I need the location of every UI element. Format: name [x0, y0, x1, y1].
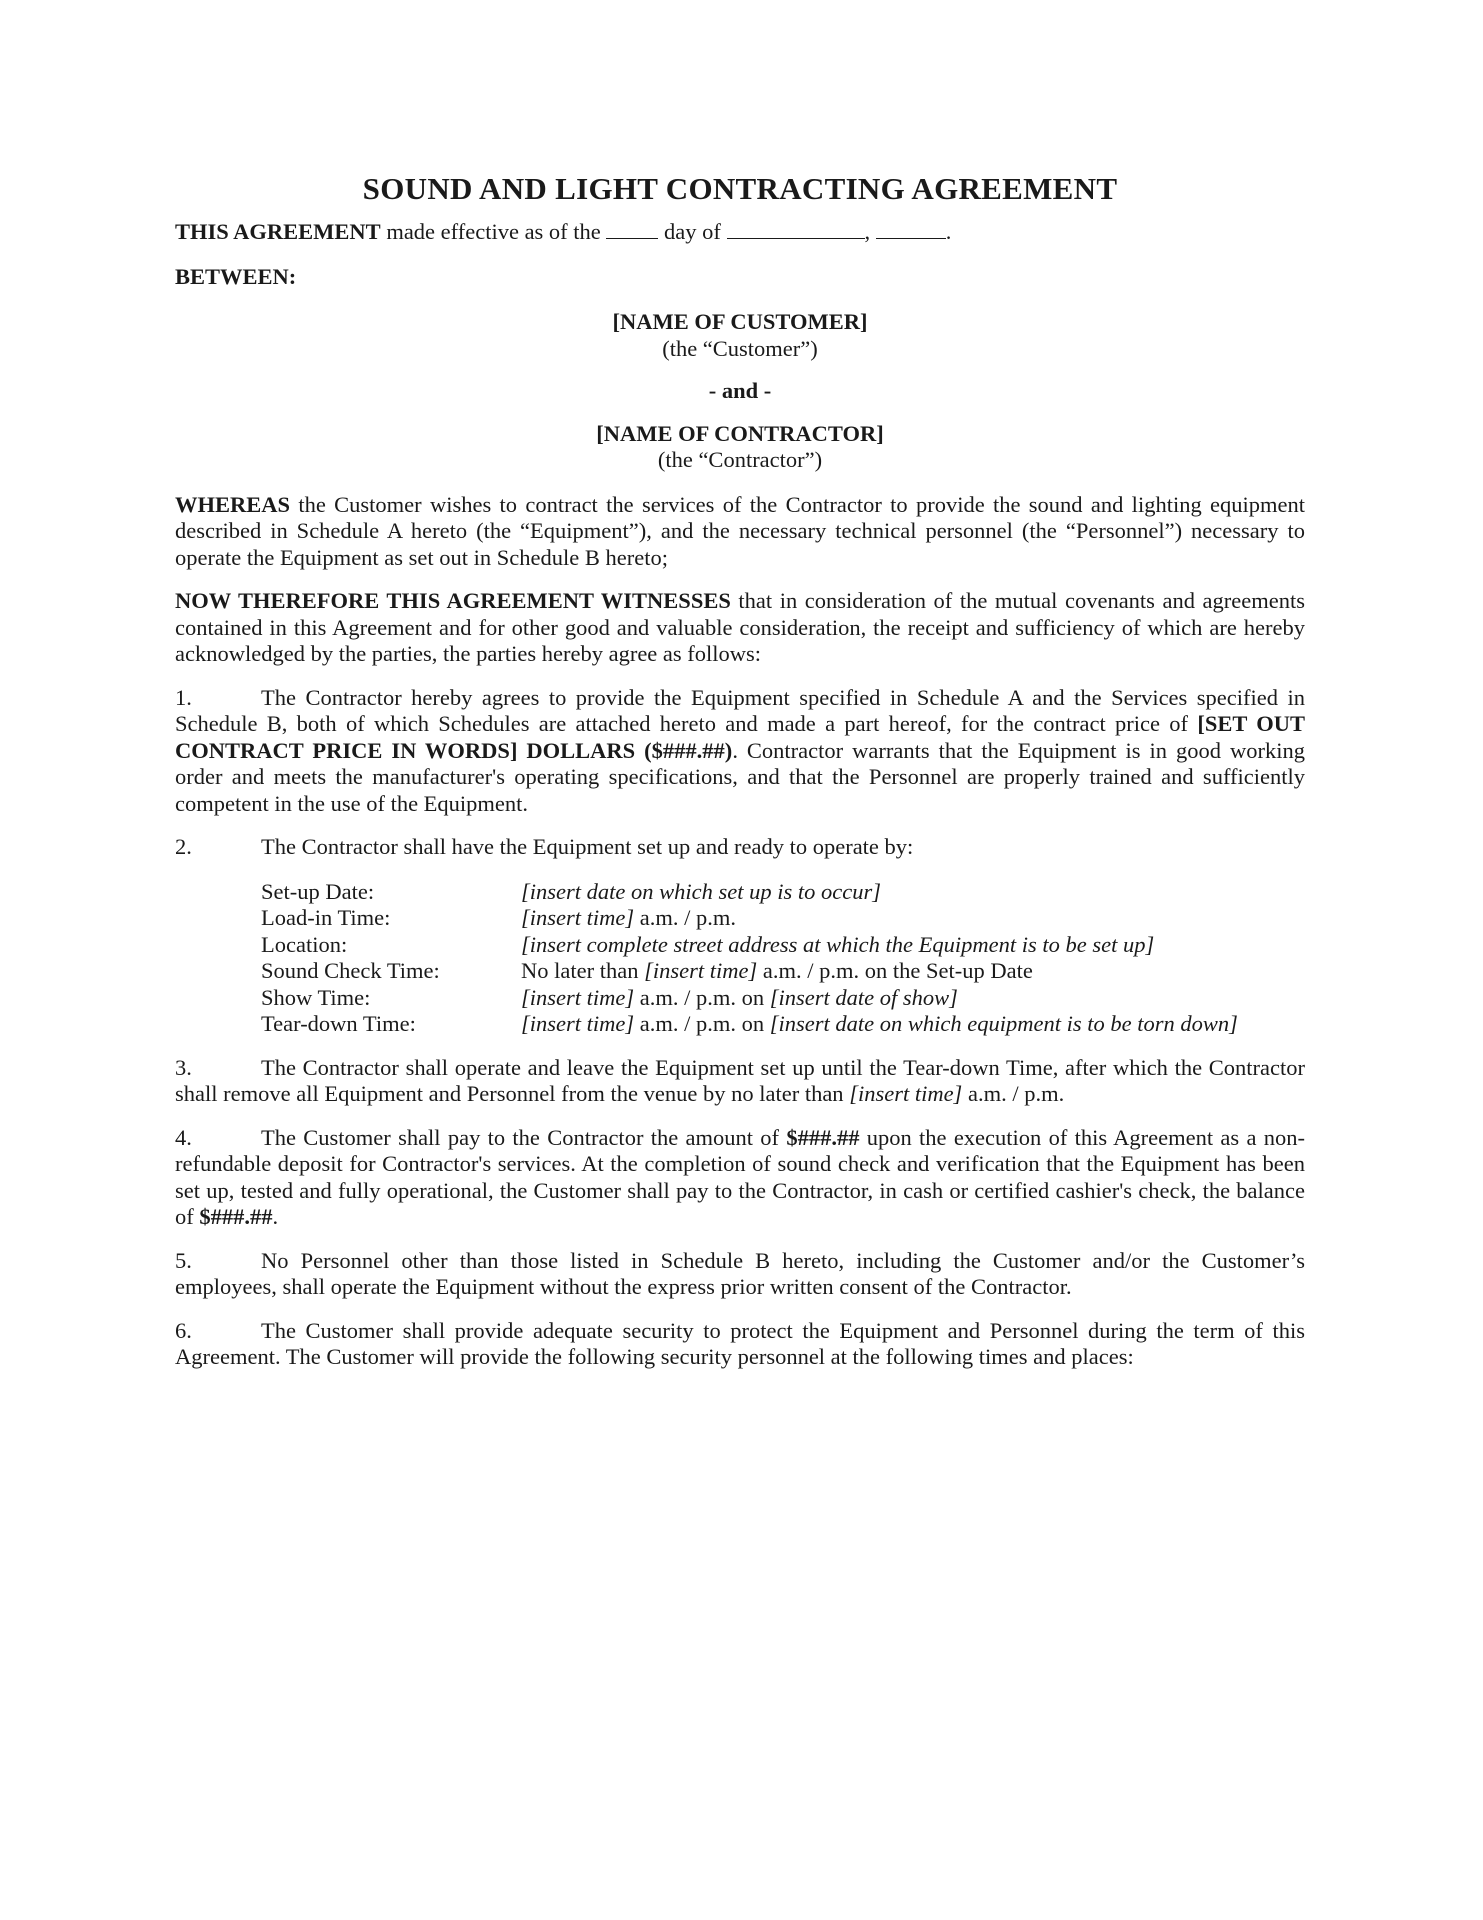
schedule-label: Load-in Time: [261, 905, 391, 930]
clause-3 [175, 1055, 1305, 1108]
schedule-value [521, 905, 1305, 932]
schedule-value [521, 958, 1305, 985]
schedule-label: Sound Check Time: [261, 958, 440, 983]
schedule-label: Location: [261, 931, 348, 957]
schedule-label: Set-up Date: [261, 878, 375, 904]
placeholder-text: [insert time] [521, 984, 635, 1010]
contractor-name: [NAME OF CONTRACTOR] [596, 420, 884, 446]
clause-4-text-c: . [272, 1204, 279, 1229]
clause-number: 4. [175, 1124, 192, 1150]
schedule-value [521, 1011, 1305, 1038]
and-separator: - and - [708, 378, 772, 403]
clause-number: 3. [175, 1054, 192, 1080]
clause-4-text-a: The Customer shall pay to the Contractor the amount of [261, 1124, 787, 1150]
intro-text-1: made effective as of the [380, 219, 607, 244]
schedule-row-setup-date [261, 879, 1305, 906]
schedule-row-load-in [261, 905, 1305, 932]
clause-number: 5. [175, 1247, 192, 1273]
whereas-recital [175, 492, 1305, 572]
now-therefore-lead: NOW THEREFORE THIS AGREEMENT WITNESSES [175, 588, 731, 613]
now-therefore-clause [175, 588, 1305, 668]
day-blank [606, 218, 658, 239]
between-label [175, 264, 1305, 291]
clause-1-text-b: . Contractor warrants that the Equipment is in good working order and meets the manufacturer's operating specifications, and that the Personnel are properly trained and sufficiently competent in the use of the Equipment. [175, 737, 1305, 816]
whereas-text: the Customer wishes to contract the services of the Contractor to provide the sound and lighting equipment described in Schedule A hereto (the “Equipment”), and the necessary technical personnel (the “Personnel”) necessary to operate the Equipment as set out in Schedule B hereto; [175, 491, 1305, 570]
now-therefore-text: that in consideration of the mutual covenants and agreements contained in this Agreement and for other good and valuable consideration, the receipt and sufficiency of which are hereby acknowledged by the parties, the parties hereby agree as follows: [175, 588, 1305, 666]
document-title: SOUND AND LIGHT CONTRACTING AGREEMENT [362, 171, 1118, 206]
value-text: No later than [521, 958, 645, 983]
placeholder-text: [insert date on which equipment is to be torn down] [769, 1011, 1238, 1036]
schedule-value [521, 932, 1305, 959]
schedule-label: Tear-down Time: [261, 1011, 416, 1036]
balance-amount: $###.## [199, 1204, 273, 1229]
schedule-label: Show Time: [261, 984, 371, 1010]
intro-text-3: , [864, 219, 876, 244]
customer-definition: (the “Customer”) [662, 335, 818, 361]
customer-party [175, 309, 1305, 362]
schedule-value [521, 985, 1305, 1012]
clause-number: 2. [175, 834, 192, 859]
placeholder-text: [insert time] [521, 1011, 635, 1036]
contractor-party [175, 421, 1305, 474]
placeholder-text: [insert time] [644, 958, 758, 983]
agreement-page [175, 170, 1305, 1371]
value-text: a.m. / p.m. [634, 905, 737, 930]
clause-1 [175, 685, 1305, 818]
clause-5 [175, 1248, 1305, 1301]
clause-2 [175, 834, 1305, 861]
schedule-row-sound-check [261, 958, 1305, 985]
setup-schedule-table [261, 879, 1305, 1038]
schedule-row-location [261, 932, 1305, 959]
intro-lead: THIS AGREEMENT [175, 219, 381, 244]
clause-4-text-b: upon the execution of this Agreement as a non-refundable deposit for Contractor's services. At the completion of sound check and verification that the Equipment has been set up, tested and fully operational, the Customer shall pay to the Contractor, in cash or certified cashier's check, the balance of [175, 1124, 1305, 1229]
clause-5-text: No Personnel other than those listed in Schedule B hereto, including the Customer and/or the Customer’s employees, shall operate the Equipment without the express prior written consent of the Contractor. [175, 1247, 1305, 1299]
placeholder-text: [insert date on which set up is to occur] [521, 878, 881, 904]
value-text: a.m. / p.m. on [634, 1011, 770, 1036]
placeholder-text: [insert time] [521, 905, 635, 930]
intro-text-2: day of [658, 219, 727, 244]
month-blank [727, 218, 865, 239]
clause-number: 1. [175, 684, 192, 710]
value-text: a.m. / p.m. on the Set-up Date [757, 958, 1033, 983]
placeholder-text: [insert date of show] [769, 984, 958, 1010]
clause-6 [175, 1318, 1305, 1371]
customer-name: [NAME OF CUSTOMER] [612, 309, 868, 334]
contract-price: [SET OUT CONTRACT PRICE IN WORDS] DOLLARS ($###.##) [175, 711, 1305, 763]
deposit-amount: $###.## [786, 1124, 860, 1150]
clause-2-text: The Contractor shall have the Equipment set up and ready to operate by: [261, 834, 914, 859]
effective-date-line [175, 218, 1305, 246]
intro-text-4: . [945, 219, 952, 244]
schedule-row-tear-down [261, 1011, 1305, 1038]
whereas-lead: WHEREAS [175, 491, 291, 517]
schedule-row-show-time [261, 985, 1305, 1012]
clause-3-text-b: a.m. / p.m. [962, 1081, 1065, 1106]
placeholder-text: [insert complete street address at which the Equipment is to be set up] [521, 931, 1155, 957]
clause-number: 6. [175, 1317, 192, 1343]
clause-6-text: The Customer shall provide adequate security to protect the Equipment and Personnel during the term of this Agreement. The Customer will provide the following security personnel at the following times and places: [175, 1317, 1305, 1369]
value-text: a.m. / p.m. on [634, 984, 770, 1010]
clause-3-text-a: The Contractor shall operate and leave the Equipment set up until the Tear-down Time, after which the Contractor shall remove all Equipment and Personnel from the venue by no later than [175, 1054, 1305, 1106]
clause-1-text-a: The Contractor hereby agrees to provide the Equipment specified in Schedule A and the Services specified in Schedule B, both of which Schedules are attached hereto and made a part hereof, for the contract price of [175, 684, 1305, 736]
year-blank [876, 218, 946, 239]
between-text: BETWEEN: [175, 263, 297, 289]
schedule-value [521, 879, 1305, 906]
clause-4 [175, 1125, 1305, 1231]
placeholder-text: [insert time] [849, 1081, 963, 1106]
contractor-definition: (the “Contractor”) [657, 447, 823, 472]
